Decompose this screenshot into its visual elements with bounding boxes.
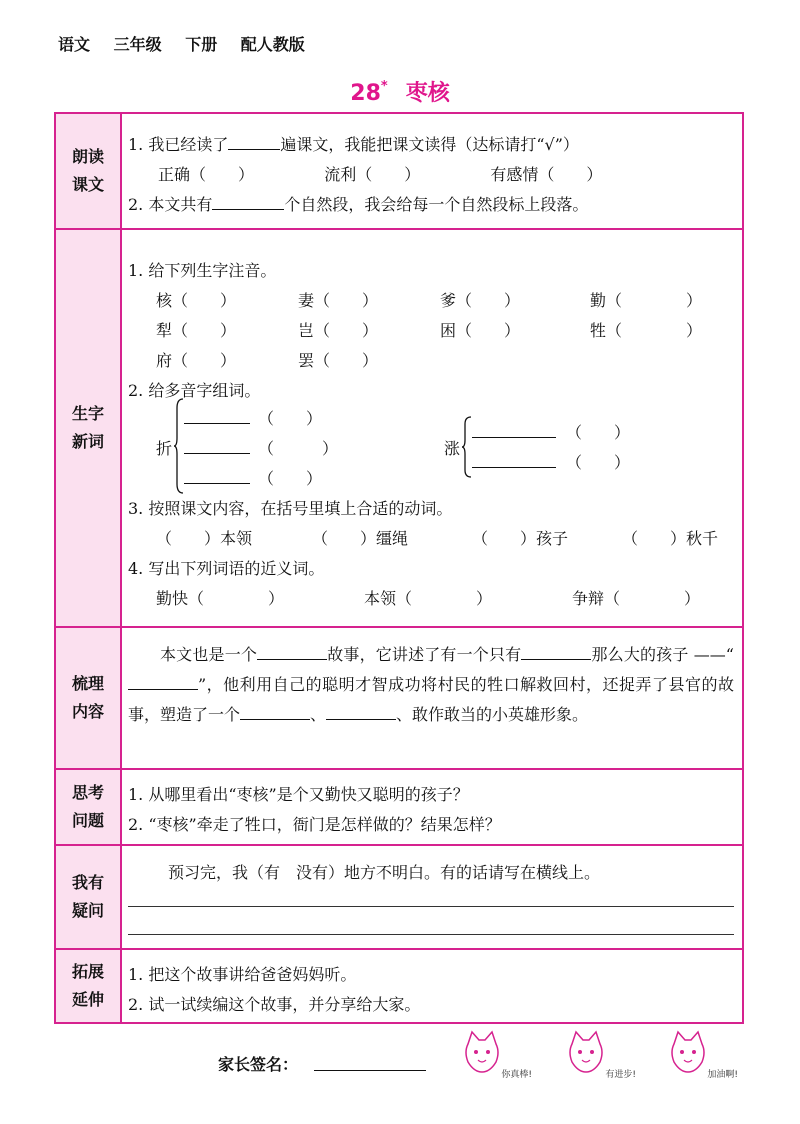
char-item[interactable]: 犁（ ）: [156, 321, 237, 340]
word-blank[interactable]: [472, 453, 556, 468]
char-item[interactable]: 勤（ ）: [590, 291, 703, 310]
book-header: [58, 32, 323, 55]
word-blank[interactable]: [472, 423, 556, 438]
option-expressive[interactable]: 有感情（ ）: [490, 165, 603, 184]
summary-paragraph: 本文也是一个 故事，它讲述了有一个只有 那么大的孩子 ——“”，他利用自己的聪明才智成功将村民的牲口解救回村，还捉弄了县官的故事，塑造了一个 、 、敢作敢当的小英雄形象。: [128, 645, 734, 724]
section-question: 我有 疑问 预习完，我（有 没有）地方不明白。有的话请写在横线上。: [56, 846, 742, 950]
char-item[interactable]: 爹（ ）: [440, 291, 521, 310]
grade: 三年级: [113, 35, 162, 54]
section-think: 思考 问题 1. 从哪里看出“枣核”是个又勤快又聪明的孩子？ 2. “枣核”牵走了牲口，衙门是怎样做的？结果怎样？: [56, 770, 742, 846]
section-label: 梳理 内容: [56, 628, 122, 768]
section-reading: 朗读 课文 1. 我已经读了 遍课文，我能把课文读得（达标请打“√”） 正确（ ） 流利（ ） 有感情（ ） 2. 本文共有 个自然段，我会给每一个自然段标上段落。: [56, 114, 742, 230]
char-item[interactable]: 罢（ ）: [298, 351, 379, 370]
section-label: 朗读 课文: [56, 114, 122, 228]
size-blank[interactable]: [521, 645, 591, 660]
section-label: 拓展 延伸: [56, 950, 122, 1022]
section-summary: [56, 628, 742, 770]
answer-line[interactable]: [128, 906, 734, 907]
char-item[interactable]: 岂（ ）: [298, 321, 379, 340]
trait-blank-2[interactable]: [326, 705, 396, 720]
synonym-item[interactable]: 本领（ ）: [364, 589, 493, 608]
cat-face-icon: [668, 1030, 708, 1074]
sticker-progress: 有进步!: [566, 1030, 636, 1080]
verb-item[interactable]: （ ）秋千: [622, 529, 719, 548]
section-label: 我有 疑问: [56, 846, 122, 948]
poly-char: 涨: [444, 439, 461, 458]
brace-icon: [462, 416, 472, 478]
word-blank[interactable]: [184, 409, 250, 424]
paragraph-count-blank[interactable]: [212, 195, 284, 210]
word-blank[interactable]: [184, 469, 250, 484]
word-blank[interactable]: [184, 439, 250, 454]
section-words: 生字 新词 1. 给下列生字注音。 核（ ） 妻（ ） 爹（ ） 勤（ ） 犁（ ） 岂（ ） 困（ ） 牲（ ） 府（ ） 罢（ ） 2. 给多音字组词。 折 （ ） （ ） （ ） 涨 （ ） （ ） 3. 按照课文内容，在括号里填上合适的动词。 （ ）本领 （ ）缰绳 （ ）孩子 （ ）秋千 4. 写出下列词语的近义词。 勤快（ ） 本领（ ） 争辩（ ）: [56, 230, 742, 628]
synonym-item[interactable]: 争辩（ ）: [572, 589, 701, 608]
lesson-title: [0, 76, 800, 107]
worksheet-table: [54, 112, 744, 1024]
verb-item[interactable]: （ ）本领: [156, 529, 253, 548]
lesson-mark: *: [380, 78, 388, 94]
story-type-blank[interactable]: [257, 645, 327, 660]
option-fluent[interactable]: 流利（ ）: [324, 165, 421, 184]
cat-face-icon: [566, 1030, 606, 1074]
synonym-item[interactable]: 勤快（ ）: [156, 589, 285, 608]
cat-face-icon: [462, 1030, 502, 1074]
char-item[interactable]: 困（ ）: [440, 321, 521, 340]
char-item[interactable]: 妻（ ）: [298, 291, 379, 310]
char-item[interactable]: 牲（ ）: [590, 321, 703, 340]
lesson-number: 28: [350, 81, 381, 106]
section-extend: 拓展 延伸 1. 把这个故事讲给爸爸妈妈听。 2. 试一试续编这个故事，并分享给大家。: [56, 950, 742, 1022]
poly-char: 折: [156, 439, 173, 458]
char-item[interactable]: 府（ ）: [156, 351, 237, 370]
name-blank[interactable]: [128, 675, 198, 690]
volume: 下册: [185, 35, 218, 54]
verb-item[interactable]: （ ）缰绳: [312, 529, 409, 548]
read-count-blank[interactable]: [228, 135, 280, 150]
char-item[interactable]: 核（ ）: [156, 291, 237, 310]
signature-label: 家长签名：: [218, 1055, 299, 1074]
signature-line[interactable]: [314, 1070, 426, 1071]
lesson-name: 枣核: [405, 81, 450, 106]
answer-line[interactable]: [128, 934, 734, 935]
option-correct[interactable]: 正确（ ）: [158, 165, 255, 184]
brace-icon: [174, 398, 184, 494]
verb-item[interactable]: （ ）孩子: [472, 529, 569, 548]
subject: 语文: [58, 35, 91, 54]
section-label: 思考 问题: [56, 770, 122, 844]
section-label: 生字 新词: [56, 230, 122, 626]
read-options: [158, 162, 602, 185]
trait-blank-1[interactable]: [240, 705, 310, 720]
sticker-cheer: 加油啊!: [668, 1030, 738, 1080]
sticker-great: 你真棒!: [462, 1030, 532, 1080]
edition: 配人教版: [240, 35, 305, 54]
